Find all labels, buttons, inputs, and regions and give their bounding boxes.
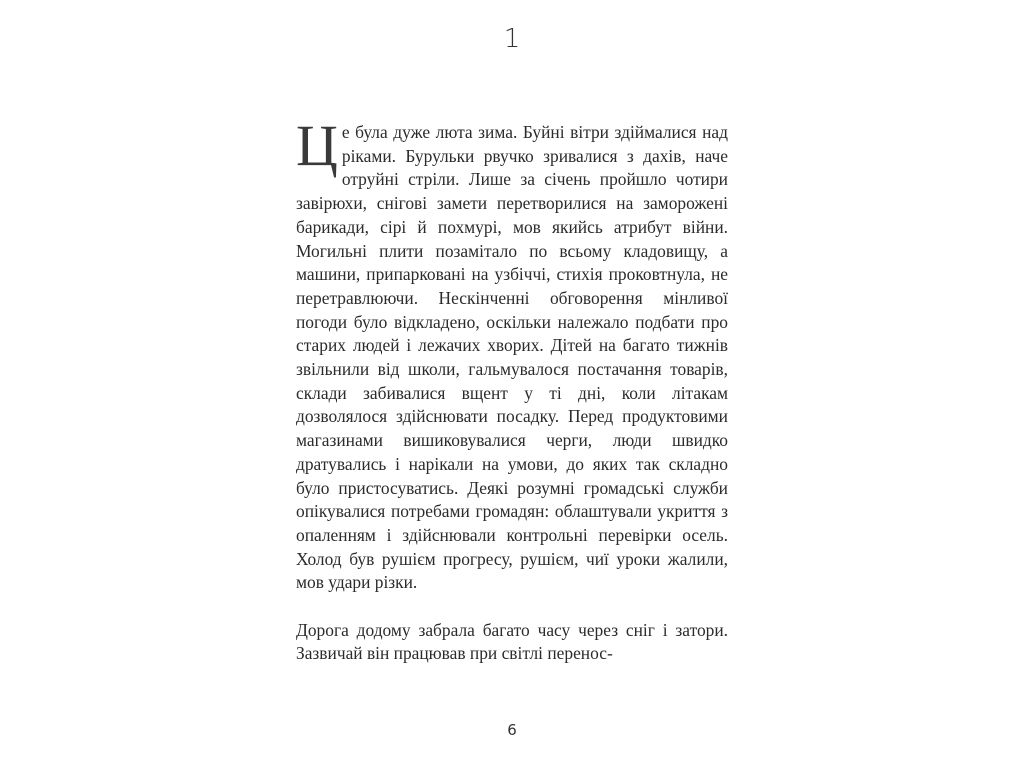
paragraph-2 bbox=[296, 619, 728, 666]
paragraph-1 bbox=[296, 113, 728, 595]
paragraph-2-text: Дорога додому забрала багато часу через сніг і затори. Зазвичай він працював при світлі перенос- bbox=[296, 619, 728, 664]
page-number: 6 bbox=[507, 721, 517, 739]
paragraph-1-text: е була дуже люта зима. Буйні вітри здіймалися над ріками. Бурульки рвучко зривалися з дахів, наче отруйні стріли. Лише за січень пройшло чотири завірюхи, снігові замети перетворилися на заморожені барикади, сірі й похмурі, мов якийсь атрибут війни. Могильні плити позамітало по всьому кладовищу, а машини, припарковані на узбіччі, стихія проковтнула, не перетравлюючи. Нескінченні обговорення мінливої погоди було відкладено, оскільки належало подбати про старих людей і лежачих хворих. Дітей на багато тижнів звільнили від школи, гальмувалося постачання товарів, склади забивалися вщент у ті дні, коли літакам дозволялося здійснювати посадку. Перед продуктовими магазинами вишиковувалися черги, люди швидко дратувались і нарікали на умови, до яких так складно було пристосуватись. Деякі розумні громадські служби опікувалися потребами громадян: облаштували укриття з опаленням і здійснювали контрольні перевірки осель. Холод був рушієм прогресу, рушієм, чиї уроки жалили, мов удари різки. bbox=[296, 122, 728, 593]
body-text bbox=[296, 113, 728, 666]
drop-cap: Ц bbox=[296, 113, 338, 178]
chapter-number: 1 bbox=[503, 24, 521, 54]
